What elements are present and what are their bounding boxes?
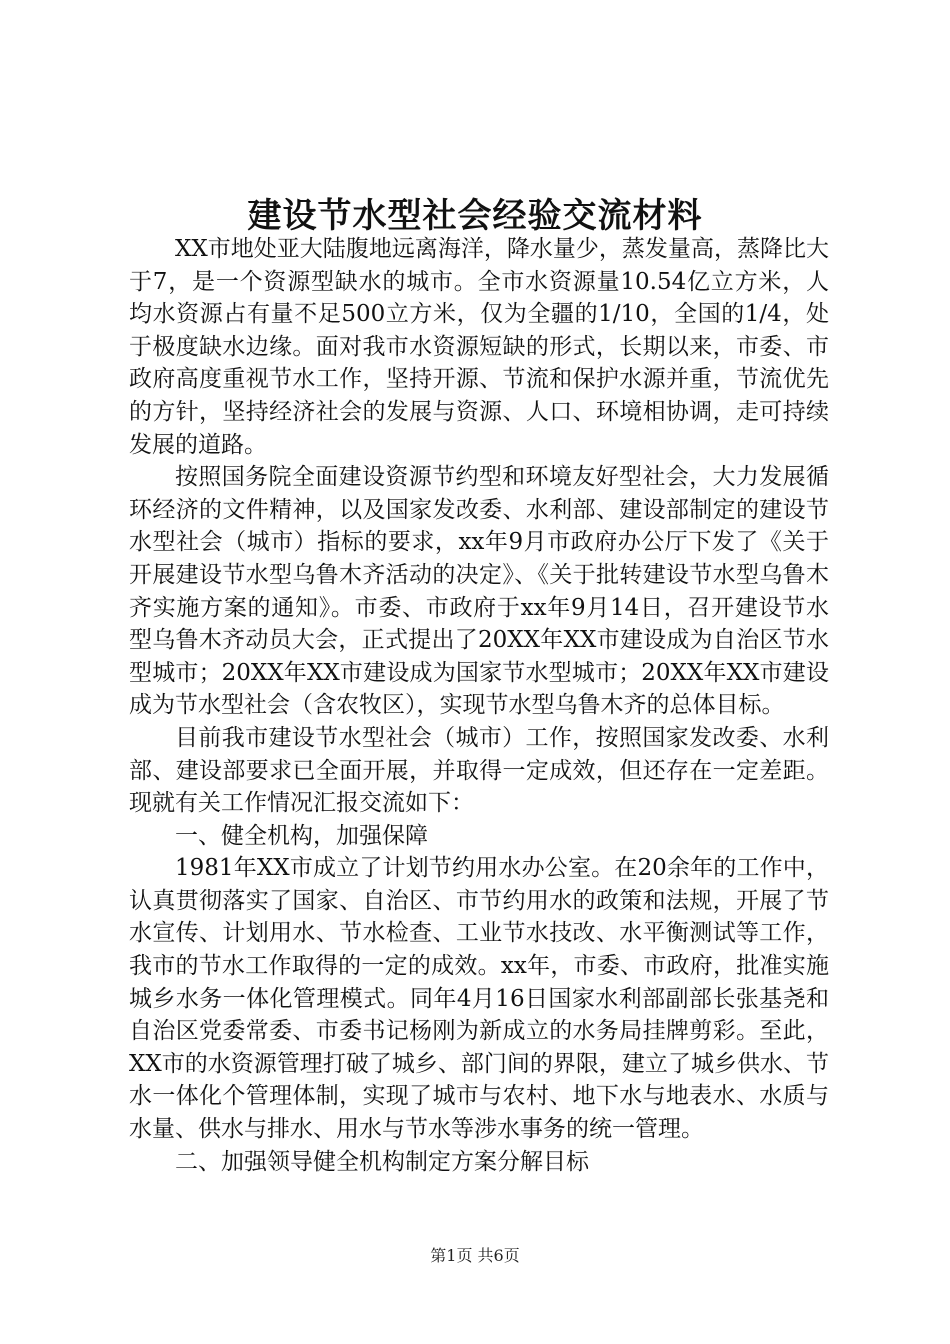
paragraph-status: 目前我市建设节水型社会（城市）工作，按照国家发改委、水利部、建设部要求已全面开展，并取得一定成效，但还存在一定差距。现就有关工作情况汇报交流如下： bbox=[129, 724, 829, 817]
document-title: 建设节水型社会经验交流材料 bbox=[247, 196, 703, 236]
section-heading-1: 一、健全机构，加强保障 bbox=[175, 822, 428, 849]
paragraph-policy: 按照国务院全面建设资源节约型和环境友好型社会，大力发展循环经济的文件精神，以及国家发改委、水利部、建设部制定的建设节水型社会（城市）指标的要求，xx年9月市政府办公厅下发了《关于开展建设节水型乌鲁木齐活动的决定》、《关于批转建设节水型乌鲁木齐实施方案的通知》。市委、市政府于xx年9月14日，召开建设节水型乌鲁木齐动员大会，正式提出了20XX年XX市建设成为自治区节水型城市；20XX年XX市建设成为国家节水型城市；20XX年XX市建设成为节水型社会（含农牧区），实现节水型乌鲁木齐的总体目标。 bbox=[129, 464, 829, 719]
paragraph-history: 1981年XX市成立了计划节约用水办公室。在20余年的工作中，认真贯彻落实了国家、自治区、市节约用水的政策和法规，开展了节水宣传、计划用水、节水检查、工业节水技改、水平衡测试等工作，我市的节水工作取得的一定的成效。xx年，市委、市政府，批准实施城乡水务一体化管理模式。同年4月16日国家水利部副部长张基尧和自治区党委常委、市委书记杨刚为新成立的水务局挂牌剪彩。至此，XX市的水资源管理打破了城乡、部门间的界限，建立了城乡供水、节水一体化个管理体制，实现了城市与农村、地下水与地表水、水质与水量、供水与排水、用水与节水等涉水事务的统一管理。 bbox=[129, 855, 829, 1143]
section-heading-2: 二、加强领导健全机构制定方案分解目标 bbox=[175, 1148, 589, 1175]
paragraph-intro: XX市地处亚大陆腹地远离海洋，降水量少，蒸发量高，蒸降比大于7，是一个资源型缺水的城市。全市水资源量10.54亿立方米，人均水资源占有量不足500立方米，仅为全疆的1/10，全国的1/4，处于极度缺水边缘。面对我市水资源短缺的形式，长期以来，市委、市政府高度重视节水工作，坚持开源、节流和保护水源并重，节流优先的方针，坚持经济社会的发展与资源、人口、环境相协调，走可持续发展的道路。 bbox=[129, 236, 829, 458]
document-body bbox=[129, 233, 829, 1178]
page-number-footer: 第1页 共6页 bbox=[430, 1246, 520, 1265]
